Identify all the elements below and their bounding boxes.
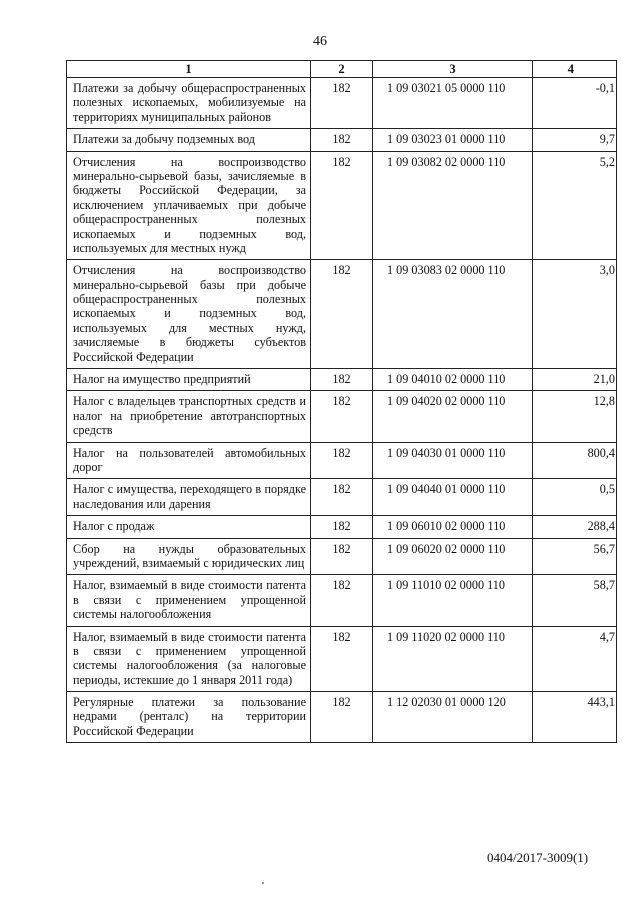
amount-cell: 12,8 <box>533 391 617 442</box>
kbk-code-cell: 1 09 03021 05 0000 110 <box>373 78 533 129</box>
table-body <box>67 78 617 743</box>
admin-code-cell: 182 <box>311 516 373 538</box>
table-row <box>67 442 617 479</box>
page-number: 46 <box>313 34 327 49</box>
table-row <box>67 516 617 538</box>
name-cell: Налог на имущество предприятий <box>67 369 311 391</box>
kbk-code-cell: 1 09 03082 02 0000 110 <box>373 151 533 260</box>
table-row <box>67 78 617 129</box>
name-cell: Налог с продаж <box>67 516 311 538</box>
table-row <box>67 391 617 442</box>
amount-cell: 4,7 <box>533 626 617 692</box>
column-header-4: 4 <box>533 61 617 78</box>
table-row <box>67 479 617 516</box>
amount-cell: 800,4 <box>533 442 617 479</box>
amount-cell: 5,2 <box>533 151 617 260</box>
document-code: 0404/2017-3009(1) <box>487 850 589 865</box>
kbk-code-cell: 1 09 11010 02 0000 110 <box>373 575 533 626</box>
name-cell: Налог, взимаемый в виде стоимости патента в связи с применением упрощенной системы налогообложения (за налоговые периоды, истекшие до 1 января 2011 года) <box>67 626 311 692</box>
admin-code-cell: 182 <box>311 260 373 369</box>
admin-code-cell: 182 <box>311 369 373 391</box>
name-cell: Отчисления на воспроизводство минерально-сырьевой базы, зачисляемые в бюджеты Российской Федерации, за исключением уплачиваемых при добыче общераспространенных полезных ископаемых и подземных вод, используемых для местных нужд <box>67 151 311 260</box>
table-row <box>67 369 617 391</box>
name-cell: Налог на пользователей автомобильных дорог <box>67 442 311 479</box>
name-cell: Налог с владельцев транспортных средств и налог на приобретение автотранспортных средств <box>67 391 311 442</box>
column-header-1: 1 <box>67 61 311 78</box>
admin-code-cell: 182 <box>311 538 373 575</box>
kbk-code-cell: 1 09 04010 02 0000 110 <box>373 369 533 391</box>
kbk-code-cell: 1 09 03083 02 0000 110 <box>373 260 533 369</box>
admin-code-cell: 182 <box>311 626 373 692</box>
name-cell: Регулярные платежи за пользование недрами (ренталс) на территории Российской Федерации <box>67 692 311 743</box>
table-row <box>67 129 617 151</box>
kbk-code-cell: 1 09 04020 02 0000 110 <box>373 391 533 442</box>
admin-code-cell: 182 <box>311 129 373 151</box>
admin-code-cell: 182 <box>311 575 373 626</box>
kbk-code-cell: 1 09 06020 02 0000 110 <box>373 538 533 575</box>
column-header-2: 2 <box>311 61 373 78</box>
name-cell: Налог с имущества, переходящего в порядке наследования или дарения <box>67 479 311 516</box>
admin-code-cell: 182 <box>311 692 373 743</box>
kbk-code-cell: 1 09 04040 01 0000 110 <box>373 479 533 516</box>
kbk-code-cell: 1 09 04030 01 0000 110 <box>373 442 533 479</box>
scan-speck <box>262 882 264 884</box>
amount-cell: 443,1 <box>533 692 617 743</box>
table-row <box>67 692 617 743</box>
column-header-3: 3 <box>373 61 533 78</box>
table-row <box>67 260 617 369</box>
name-cell: Платежи за добычу подземных вод <box>67 129 311 151</box>
revenue-table <box>66 60 617 743</box>
admin-code-cell: 182 <box>311 151 373 260</box>
table-row <box>67 538 617 575</box>
kbk-code-cell: 1 09 11020 02 0000 110 <box>373 626 533 692</box>
admin-code-cell: 182 <box>311 442 373 479</box>
admin-code-cell: 182 <box>311 391 373 442</box>
amount-cell: 3,0 <box>533 260 617 369</box>
amount-cell: -0,1 <box>533 78 617 129</box>
kbk-code-cell: 1 09 06010 02 0000 110 <box>373 516 533 538</box>
amount-cell: 288,4 <box>533 516 617 538</box>
table-row <box>67 575 617 626</box>
table-header-row <box>67 61 617 78</box>
kbk-code-cell: 1 09 03023 01 0000 110 <box>373 129 533 151</box>
amount-cell: 0,5 <box>533 479 617 516</box>
name-cell: Налог, взимаемый в виде стоимости патента в связи с применением упрощенной системы налогообложения <box>67 575 311 626</box>
name-cell: Платежи за добычу общераспространенных полезных ископаемых, мобилизуемые на территориях муниципальных районов <box>67 78 311 129</box>
table-row <box>67 626 617 692</box>
amount-cell: 56,7 <box>533 538 617 575</box>
name-cell: Сбор на нужды образовательных учреждений, взимаемый с юридических лиц <box>67 538 311 575</box>
table-row <box>67 151 617 260</box>
amount-cell: 58,7 <box>533 575 617 626</box>
amount-cell: 21,0 <box>533 369 617 391</box>
amount-cell: 9,7 <box>533 129 617 151</box>
admin-code-cell: 182 <box>311 479 373 516</box>
admin-code-cell: 182 <box>311 78 373 129</box>
kbk-code-cell: 1 12 02030 01 0000 120 <box>373 692 533 743</box>
name-cell: Отчисления на воспроизводство минерально-сырьевой базы при добыче общераспространенных полезных ископаемых и подземных вод, используемых для местных нужд, зачисляемые в бюджеты субъектов Российской Федерации <box>67 260 311 369</box>
